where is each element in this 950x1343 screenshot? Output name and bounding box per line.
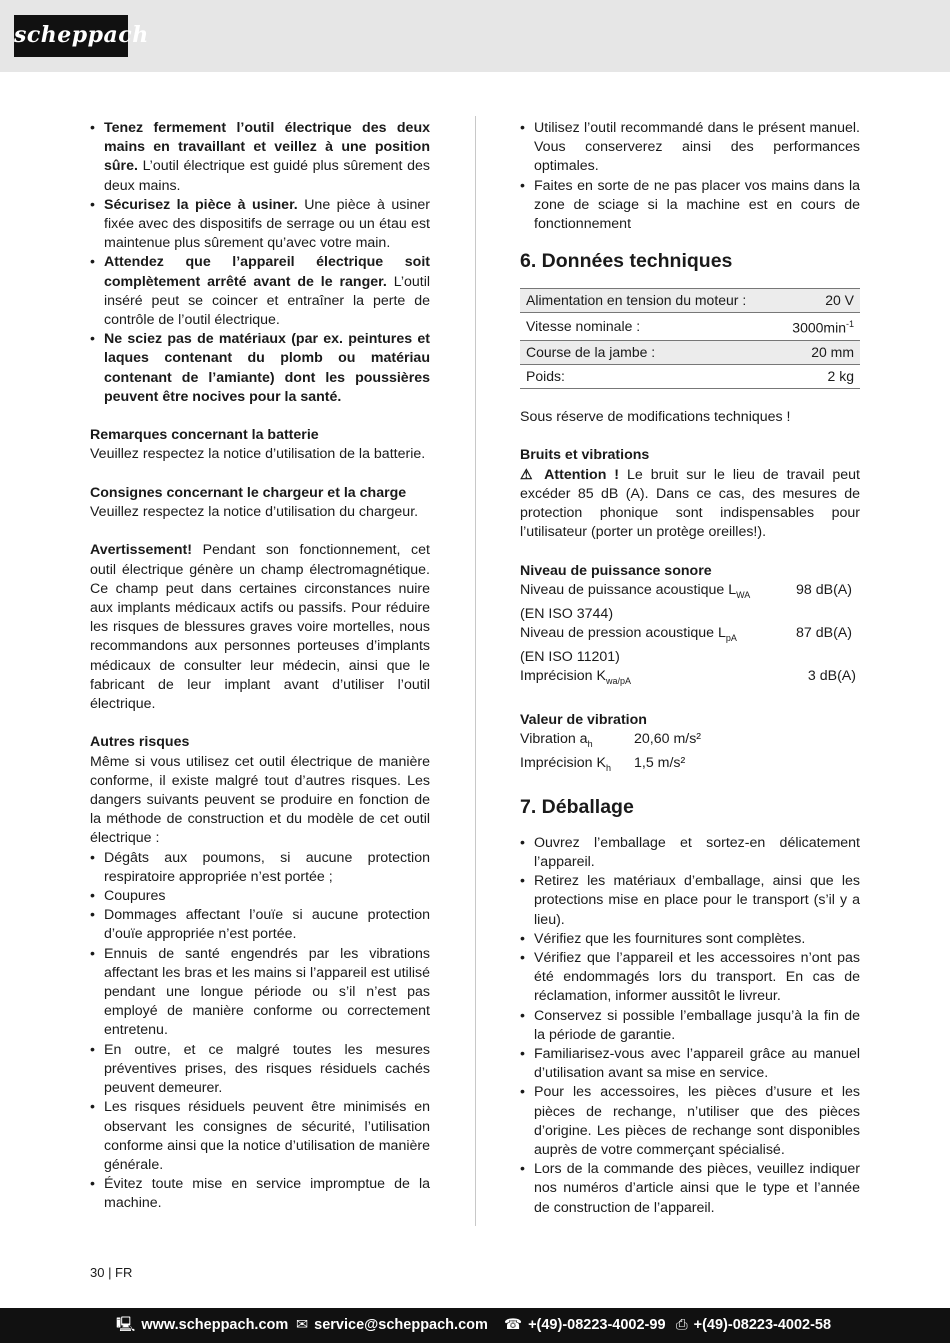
table-row [520, 340, 860, 364]
column-divider [475, 116, 476, 1226]
table-row [520, 364, 860, 388]
risks-text: Même si vous utilisez cet outil électrique de manière conforme, il existe malgré tout d’autres risques. Les dangers suivants peuvent se produire en fonction de la méthode de construction et du modèle de cet outil électrique : [90, 753, 430, 847]
mail-icon: ✉ [296, 1317, 309, 1333]
list-item: • Ne sciez pas de matériaux (par ex. peintures et laques contenant du plomb ou matériau contenant de l’amiante) dont les poussières peuvent être nocives pour la santé. [90, 331, 430, 405]
charger-text: Veuillez respectez la notice d’utilisation du chargeur. [90, 504, 419, 521]
list-item: • Faites en sorte de ne pas placer vos mains dans la zone de sciage si la machine est en cours de fonctionnement [520, 177, 860, 233]
vibration-row: Vibration $a_h$ 20,60 m/s² [520, 730, 702, 749]
list-item: • Évitez toute mise en service impromptue de la machine. [90, 1176, 430, 1212]
table-cell-label: Poids: [520, 364, 778, 388]
table-cell-label: Alimentation en tension du moteur : [520, 289, 778, 313]
list-item: • Dégâts aux poumons, si aucune protection respiratoire appropriée n’est portée ; [90, 849, 430, 885]
list-item: • Les risques résiduels peuvent être minimisés en observant les consignes de sécurité, l’utilisation conforme ainsi que la notice d’utilisation de manière générale. [90, 1099, 430, 1173]
left-column [90, 119, 430, 1214]
sound-norm: (EN ISO 3744) [520, 605, 614, 622]
list-item: • Utilisez l’outil recommandé dans le présent manuel. Vous conserverez ainsi des performances optimales. [520, 120, 860, 175]
tech-data-table [520, 288, 860, 389]
sound-row: Niveau de puissance acoustique $L_{WA}$ 98 dB(A) [520, 581, 852, 600]
list-item: • Familiarisez-vous avec l’appareil grâce au manuel d’utilisation avant sa mise en service. [520, 1046, 860, 1082]
right-column [520, 119, 860, 1218]
phone-icon: ☎ [504, 1317, 523, 1333]
footer-fax[interactable]: ⎙ +(49)-08223-4002-58 [676, 1317, 832, 1333]
list-item: • Ouvrez l’emballage et sortez-en délicatement l’appareil. [520, 834, 860, 871]
table-row [520, 289, 860, 313]
table-cell-value: $3000\min^{-1}$ [778, 313, 860, 341]
list-item: • Attendez que l’appareil électrique soit complètement arrêté avant de le ranger. L’outil inséré peut se coincer et entraîner la perte de contrôle de l’outil électrique. [90, 254, 431, 329]
fax-icon: ⎙ [676, 1317, 688, 1333]
table-cell-label: Vitesse nominale : [520, 313, 778, 341]
reserve-note: Sous réserve de modifications techniques ! [520, 409, 791, 426]
page-footer [0, 1308, 950, 1343]
footer-email[interactable]: ✉ service@scheppach.com [296, 1317, 488, 1333]
table-row [520, 313, 860, 341]
risks-list [90, 849, 430, 1214]
list-item: • Vérifiez que les fournitures sont complètes. [520, 930, 806, 947]
battery-text: Veuillez respectez la notice d’utilisation de la batterie. [90, 446, 426, 463]
tech-data-heading: 6. Données techniques [520, 250, 733, 273]
vibration-row: Imprécision $K_h$ 1,5 m/s² [520, 754, 686, 773]
list-item: • Sécurisez la pièce à usiner. Une pièce à usiner fixée avec des dispositifs de serrage ou un étau est maintenue plus sûrement qu’avec votre main. [90, 196, 430, 252]
vibration-title: Valeur de vibration [520, 711, 647, 728]
table-cell-value: 20 V [778, 289, 860, 313]
table-cell-label: Course de la jambe : [520, 340, 778, 364]
sound-row: Niveau de pression acoustique $L_{pA}$ 87 dB(A) [520, 625, 852, 643]
page-number: 30 | FR [90, 1265, 133, 1280]
safety-bullet-list [90, 119, 430, 407]
list-item: • Pour les accessoires, les pièces d’usure et les pièces de rechange, n’utiliser que des pièces d’origine. Les pièces de rechange sont disponibles auprès de votre commerçant spécialisé. [520, 1084, 860, 1159]
risks-title: Autres risques [90, 734, 190, 751]
list-item: • Conservez si possible l’emballage jusqu’à la fin de la période de garantie. [520, 1007, 860, 1043]
list-item: • Retirez les matériaux d’emballage, ainsi que les protections mise en place pour le transport (s’il y a lieu). [520, 873, 860, 928]
table-cell-value: 20 mm [778, 340, 860, 364]
page-header [0, 0, 950, 72]
warning-paragraph: Avertissement! Pendant son fonctionnement, cet outil électrique génère un champ électromagnétique. Ce champ peut dans certaines circonstances nuire aux implants médicaux actifs ou passifs. Pour réduire les risques de blessures graves voire mortelles, nous recommandons aux personnes porteuses d’implants médicaux de consulter leur médecin, ainsi que le fabricant de leur implant avant d’utiliser l’outil électrique. [90, 542, 430, 713]
sound-norm: (EN ISO 11201) [520, 649, 620, 666]
noise-title: Bruits et vibrations [520, 447, 650, 464]
list-item: • En outre, et ce malgré toutes les mesures préventives prises, des risques résiduels cachés peuvent demeurer. [90, 1041, 430, 1097]
footer-phone[interactable]: ☎ +(49)-08223-4002-99 [504, 1317, 666, 1333]
scheppach-logo: scheppach [14, 15, 128, 57]
top-bullet-list [520, 119, 860, 234]
list-item: • Tenez fermement l’outil électrique des deux mains en travaillant et veillez à une position sûre. L’outil électrique est guidé plus sûrement des deux mains. [90, 120, 430, 194]
list-item: • Vérifiez que l’appareil et les accessoires n’ont pas été endommagés lors du transport. En cas de réclamation, informer aussitôt le livreur. [520, 950, 860, 1005]
list-item: • Lors de la commande des pièces, veuillez indiquer nos numéros d’article ainsi que le type et l’année de construction de l’appareil. [520, 1161, 860, 1216]
sound-row: Imprécision $K_{wa/pA}$ 3 dB(A) [520, 668, 856, 687]
list-item: • Dommages affectant l’ouïe si aucune protection d’ouïe appropriée n’est portée. [90, 907, 430, 943]
charger-title: Consignes concernant le chargeur et la charge [90, 484, 407, 501]
list-item: • Coupures [90, 888, 166, 905]
footer-website[interactable]: 🖳 www.scheppach.com [116, 1317, 289, 1333]
list-item: • Ennuis de santé engendrés par les vibrations affectant les bras et les mains si l’appareil est utilisé pendant une longue période ou s’il n’est pas employé de manière conforme ou correctement entretenu. [90, 945, 430, 1039]
unpack-heading: 7. Déballage [520, 795, 634, 818]
computer-icon: 🖳 [116, 1317, 136, 1333]
table-cell-value: 2 kg [778, 364, 860, 388]
noise-warning: ⚠ Attention ! Le bruit sur le lieu de travail peut excéder 85 dB (A). Dans ce cas, des mesures de protection phonique sont indispensables pour l’utilisateur (porter un protège oreilles!). [520, 466, 860, 541]
unpack-list [520, 834, 860, 1218]
sound-title: Niveau de puissance sonore [520, 562, 712, 579]
battery-title: Remarques concernant la batterie [90, 427, 319, 444]
